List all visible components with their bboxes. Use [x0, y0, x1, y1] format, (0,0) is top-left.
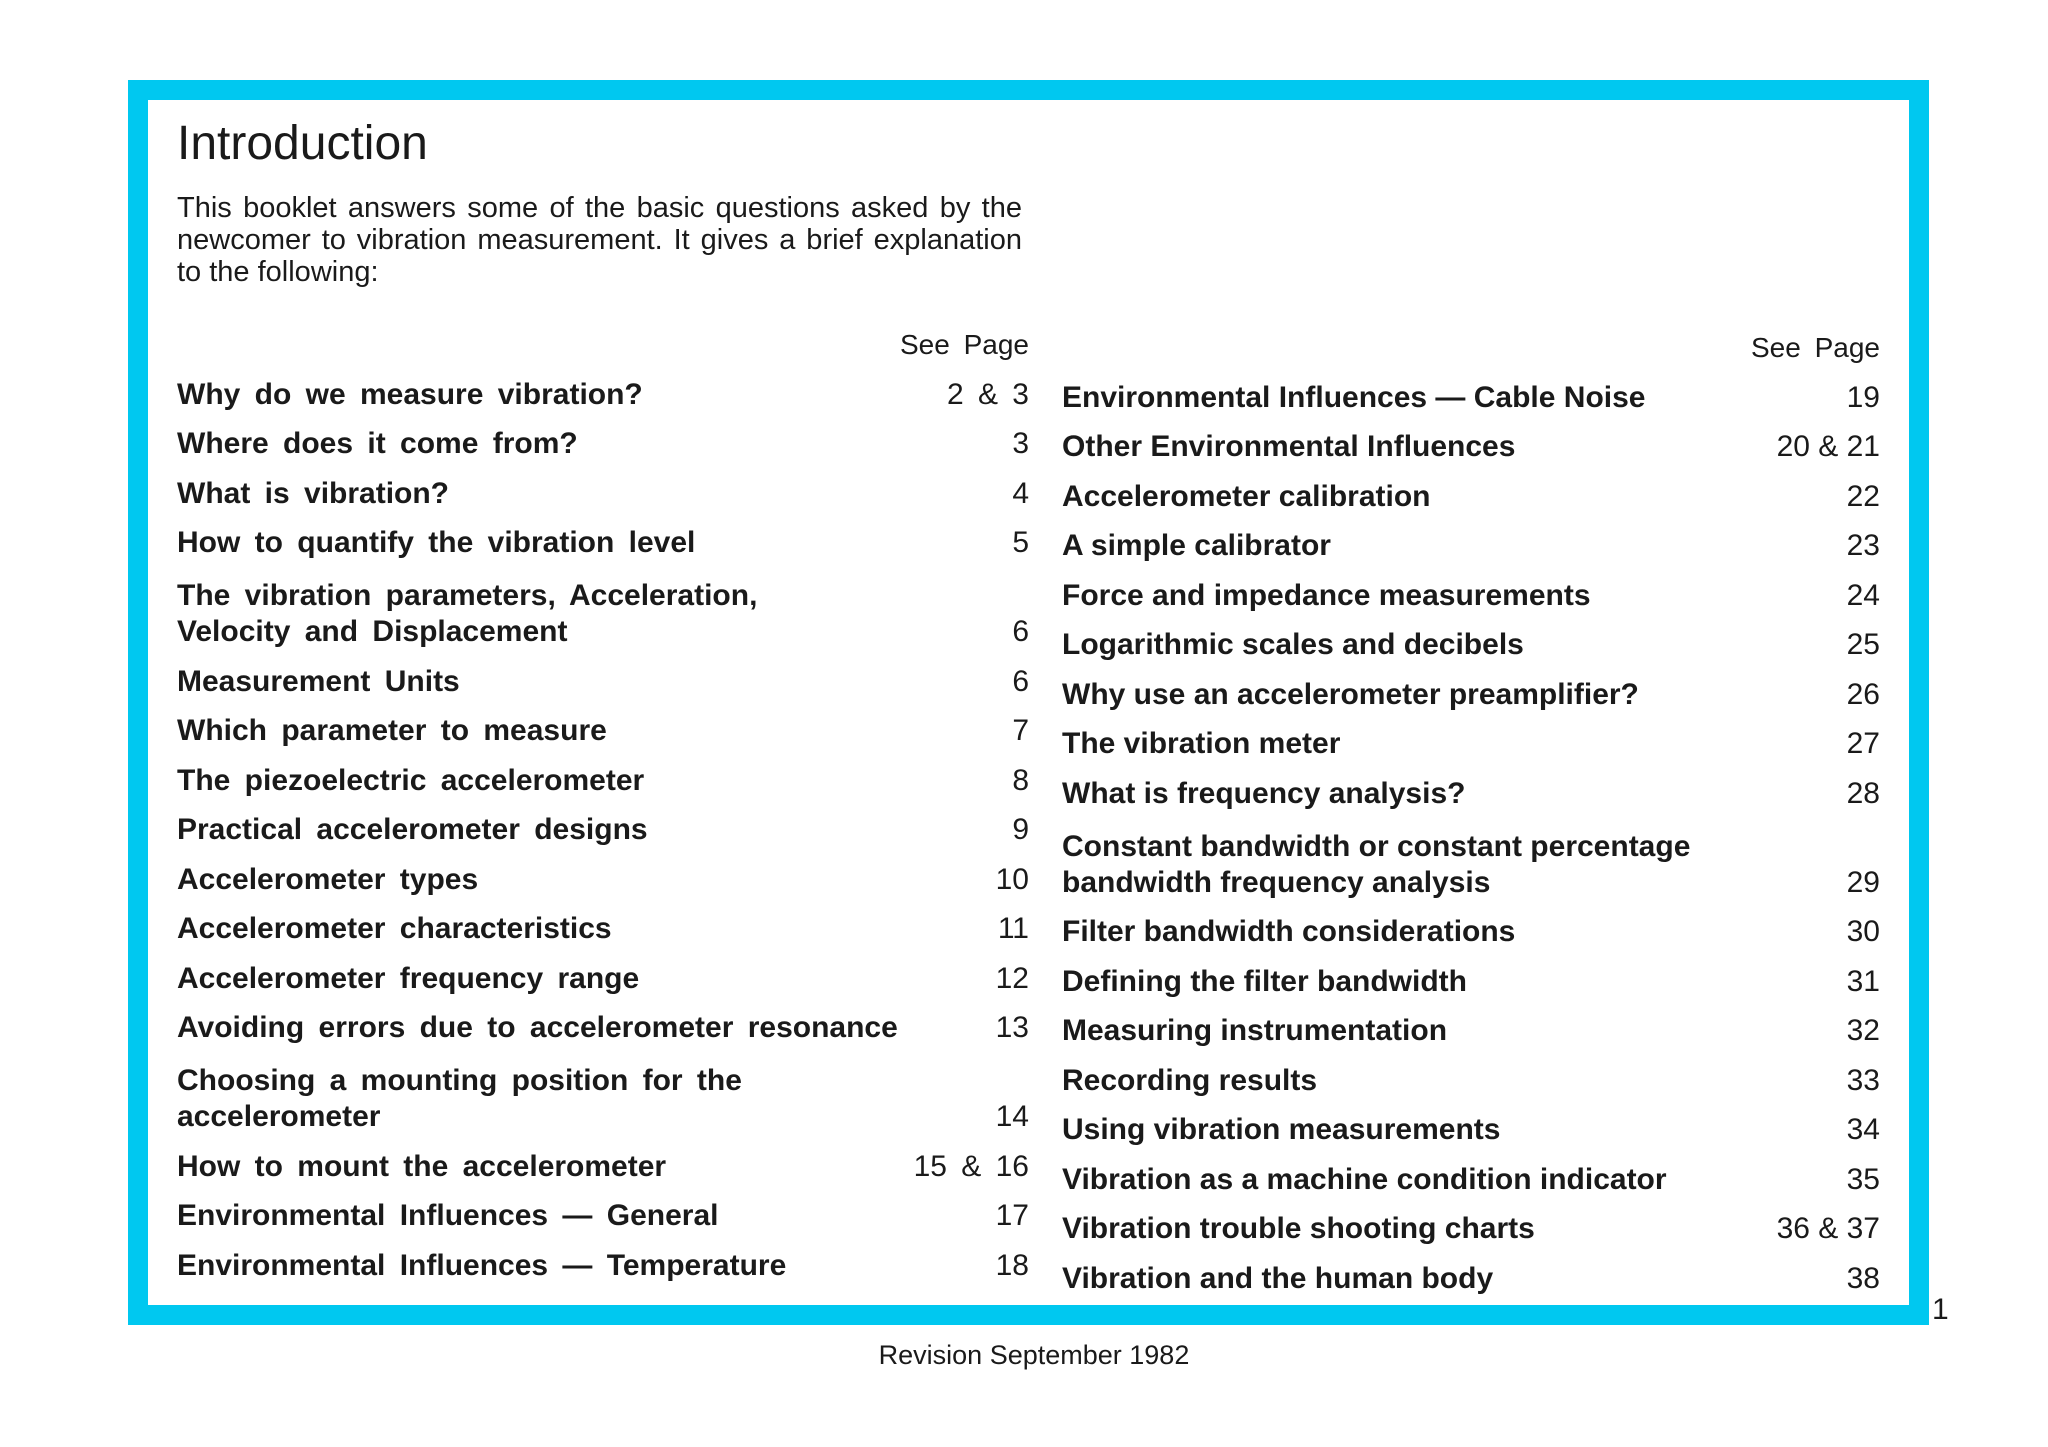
toc-entry[interactable] — [1062, 1051, 1880, 1101]
toc-entry-page: 17 — [995, 1199, 1029, 1232]
toc-entry[interactable] — [177, 365, 1029, 415]
toc-entry-page: 25 — [1846, 628, 1880, 661]
toc-entry-title: Logarithmic scales and decibels — [1062, 628, 1524, 661]
toc-entry[interactable] — [177, 999, 1029, 1049]
toc-entry[interactable] — [177, 949, 1029, 999]
toc-entry[interactable] — [1062, 616, 1880, 666]
toc-entry[interactable] — [1062, 1150, 1880, 1200]
toc-entry[interactable] — [177, 1187, 1029, 1237]
toc-entry-page: 5 — [1012, 526, 1029, 559]
toc-entry-title: The vibration meter — [1062, 727, 1341, 760]
toc-entry-page: 28 — [1846, 776, 1880, 810]
toc-entry-title: Where does it come from? — [177, 427, 578, 460]
toc-entry-page: 33 — [1846, 1063, 1880, 1097]
toc-entry[interactable] — [1062, 814, 1880, 903]
toc-entry-title: The piezoelectric accelerometer — [177, 763, 645, 797]
toc-entry-title: Vibration and the human body — [1062, 1261, 1494, 1295]
toc-entry[interactable] — [1062, 1101, 1880, 1151]
toc-entry[interactable] — [1062, 764, 1880, 814]
toc-left-column — [177, 325, 1029, 1286]
toc-entry-page: 19 — [1846, 380, 1880, 414]
revision-note: Revision September 1982 — [878, 1340, 1190, 1370]
page-number: 1 — [1932, 1293, 1949, 1326]
toc-entry[interactable] — [1062, 368, 1880, 418]
toc-entry[interactable] — [177, 1137, 1029, 1187]
toc-entry-page: 12 — [995, 961, 1029, 995]
toc-entry-title: Defining the filter bandwidth — [1062, 964, 1467, 998]
toc-entry-title: Why use an accelerometer preamplifier? — [1062, 677, 1639, 711]
toc-entry[interactable] — [1062, 566, 1880, 616]
toc-entry-title: Force and impedance measurements — [1062, 578, 1591, 612]
toc-entry-title: Accelerometer characteristics — [177, 912, 612, 945]
toc-entry-page: 3 — [1012, 427, 1029, 460]
toc-entry[interactable] — [177, 415, 1029, 465]
toc-entry-title: A simple calibrator — [1062, 529, 1331, 562]
toc-entry[interactable] — [1062, 467, 1880, 517]
toc-entry[interactable] — [177, 1048, 1029, 1137]
toc-entry-title: What is frequency analysis? — [1062, 776, 1466, 810]
toc-entry[interactable] — [1062, 517, 1880, 567]
toc-entry-page: 22 — [1846, 479, 1880, 513]
toc-entry-title: Other Environmental Influences — [1062, 430, 1516, 463]
toc-entry-page: 15 & 16 — [913, 1149, 1029, 1183]
toc-entry[interactable] — [1062, 665, 1880, 715]
toc-entry-page: 2 & 3 — [946, 377, 1029, 411]
toc-entry[interactable] — [177, 702, 1029, 752]
toc-entry[interactable] — [1062, 418, 1880, 468]
toc-entry-page: 38 — [1846, 1261, 1880, 1295]
toc-entry-title: Recording results — [1062, 1063, 1318, 1097]
toc-entry-title: Practical accelerometer designs — [177, 813, 648, 846]
toc-entry-title: What is vibration? — [177, 476, 450, 510]
toc-entry-title: Environmental Influences — General — [177, 1199, 719, 1232]
toc-entry-title: Measurement Units — [177, 664, 460, 698]
see-page-header-right: See Page — [1751, 332, 1880, 363]
toc-entry-title: The vibration parameters, Acceleration, Velocity and Displacement — [177, 579, 758, 648]
toc-entry-page: 36 & 37 — [1776, 1212, 1880, 1245]
toc-entry-page: 7 — [1012, 714, 1029, 747]
toc-entry[interactable] — [177, 801, 1029, 851]
toc-entry-page: 32 — [1846, 1014, 1880, 1047]
toc-entry-page: 26 — [1846, 677, 1880, 711]
toc-entry-page: 8 — [1012, 763, 1029, 797]
intro-paragraph: This booklet answers some of the basic questions asked by the newcomer to vibration measurement. It gives a brief explanation to the following: — [177, 192, 1022, 288]
toc-entry-page: 27 — [1846, 727, 1880, 760]
toc-entry-page: 6 — [1012, 615, 1029, 648]
toc-right-list — [1062, 368, 1880, 1299]
toc-entry-title: Measuring instrumentation — [1062, 1014, 1448, 1047]
toc-entry-title: Why do we measure vibration? — [177, 377, 643, 411]
toc-entry-page: 13 — [995, 1011, 1029, 1044]
toc-entry[interactable] — [177, 514, 1029, 564]
toc-entry[interactable] — [177, 464, 1029, 514]
toc-entry-page: 35 — [1846, 1162, 1880, 1196]
toc-entry-title: Choosing a mounting position for the accelerometer — [177, 1064, 742, 1133]
toc-entry-title: How to quantify the vibration level — [177, 526, 696, 559]
toc-entry-title: Which parameter to measure — [177, 714, 607, 747]
see-page-header-left: See Page — [900, 329, 1029, 360]
toc-entry-page: 34 — [1846, 1113, 1880, 1146]
toc-entry-title: Constant bandwidth or constant percentage bandwidth frequency analysis — [1062, 829, 1691, 899]
toc-entry-title: Accelerometer types — [177, 862, 479, 896]
toc-entry-page: 10 — [995, 862, 1029, 896]
toc-entry-page: 11 — [997, 912, 1029, 945]
toc-entry-page: 31 — [1846, 964, 1880, 998]
toc-entry[interactable] — [177, 900, 1029, 950]
toc-entry-page: 24 — [1846, 578, 1880, 612]
page-title: Introduction — [177, 117, 428, 170]
toc-entry[interactable] — [177, 1236, 1029, 1286]
toc-entry-page: 4 — [1012, 476, 1029, 510]
toc-entry-title: Environmental Influences — Temperature — [177, 1248, 787, 1282]
toc-entry-title: Environmental Influences — Cable Noise — [1062, 380, 1646, 414]
toc-left-list — [177, 365, 1029, 1286]
toc-entry[interactable] — [1062, 1200, 1880, 1250]
toc-entry[interactable] — [1062, 1002, 1880, 1052]
toc-entry-title: Using vibration measurements — [1062, 1113, 1501, 1146]
toc-entry[interactable] — [1062, 1249, 1880, 1299]
toc-entry-title: Accelerometer frequency range — [177, 961, 640, 995]
toc-entry-page: 23 — [1846, 529, 1880, 562]
toc-entry[interactable] — [1062, 903, 1880, 953]
toc-entry-title: Vibration as a machine condition indicator — [1062, 1162, 1667, 1196]
toc-entry-title: Filter bandwidth considerations — [1062, 915, 1516, 948]
toc-entry[interactable] — [1062, 952, 1880, 1002]
toc-entry-page: 18 — [995, 1248, 1029, 1282]
toc-entry[interactable] — [177, 563, 1029, 652]
toc-entry-title: How to mount the accelerometer — [177, 1149, 667, 1183]
toc-entry-title: Accelerometer calibration — [1062, 479, 1431, 513]
toc-entry-title: Avoiding errors due to accelerometer resonance — [177, 1011, 898, 1044]
toc-entry-page: 29 — [1846, 865, 1880, 899]
toc-entry[interactable] — [1062, 715, 1880, 765]
toc-entry-page: 9 — [1012, 813, 1029, 846]
toc-entry-title: Vibration trouble shooting charts — [1062, 1212, 1535, 1245]
toc-entry-page: 14 — [995, 1100, 1029, 1133]
toc-entry[interactable] — [177, 850, 1029, 900]
toc-entry-page: 30 — [1846, 915, 1880, 948]
toc-entry[interactable] — [177, 652, 1029, 702]
toc-entry-page: 20 & 21 — [1776, 430, 1880, 463]
toc-right-column — [1062, 328, 1880, 1299]
toc-entry-page: 6 — [1012, 664, 1029, 698]
toc-entry[interactable] — [177, 751, 1029, 801]
